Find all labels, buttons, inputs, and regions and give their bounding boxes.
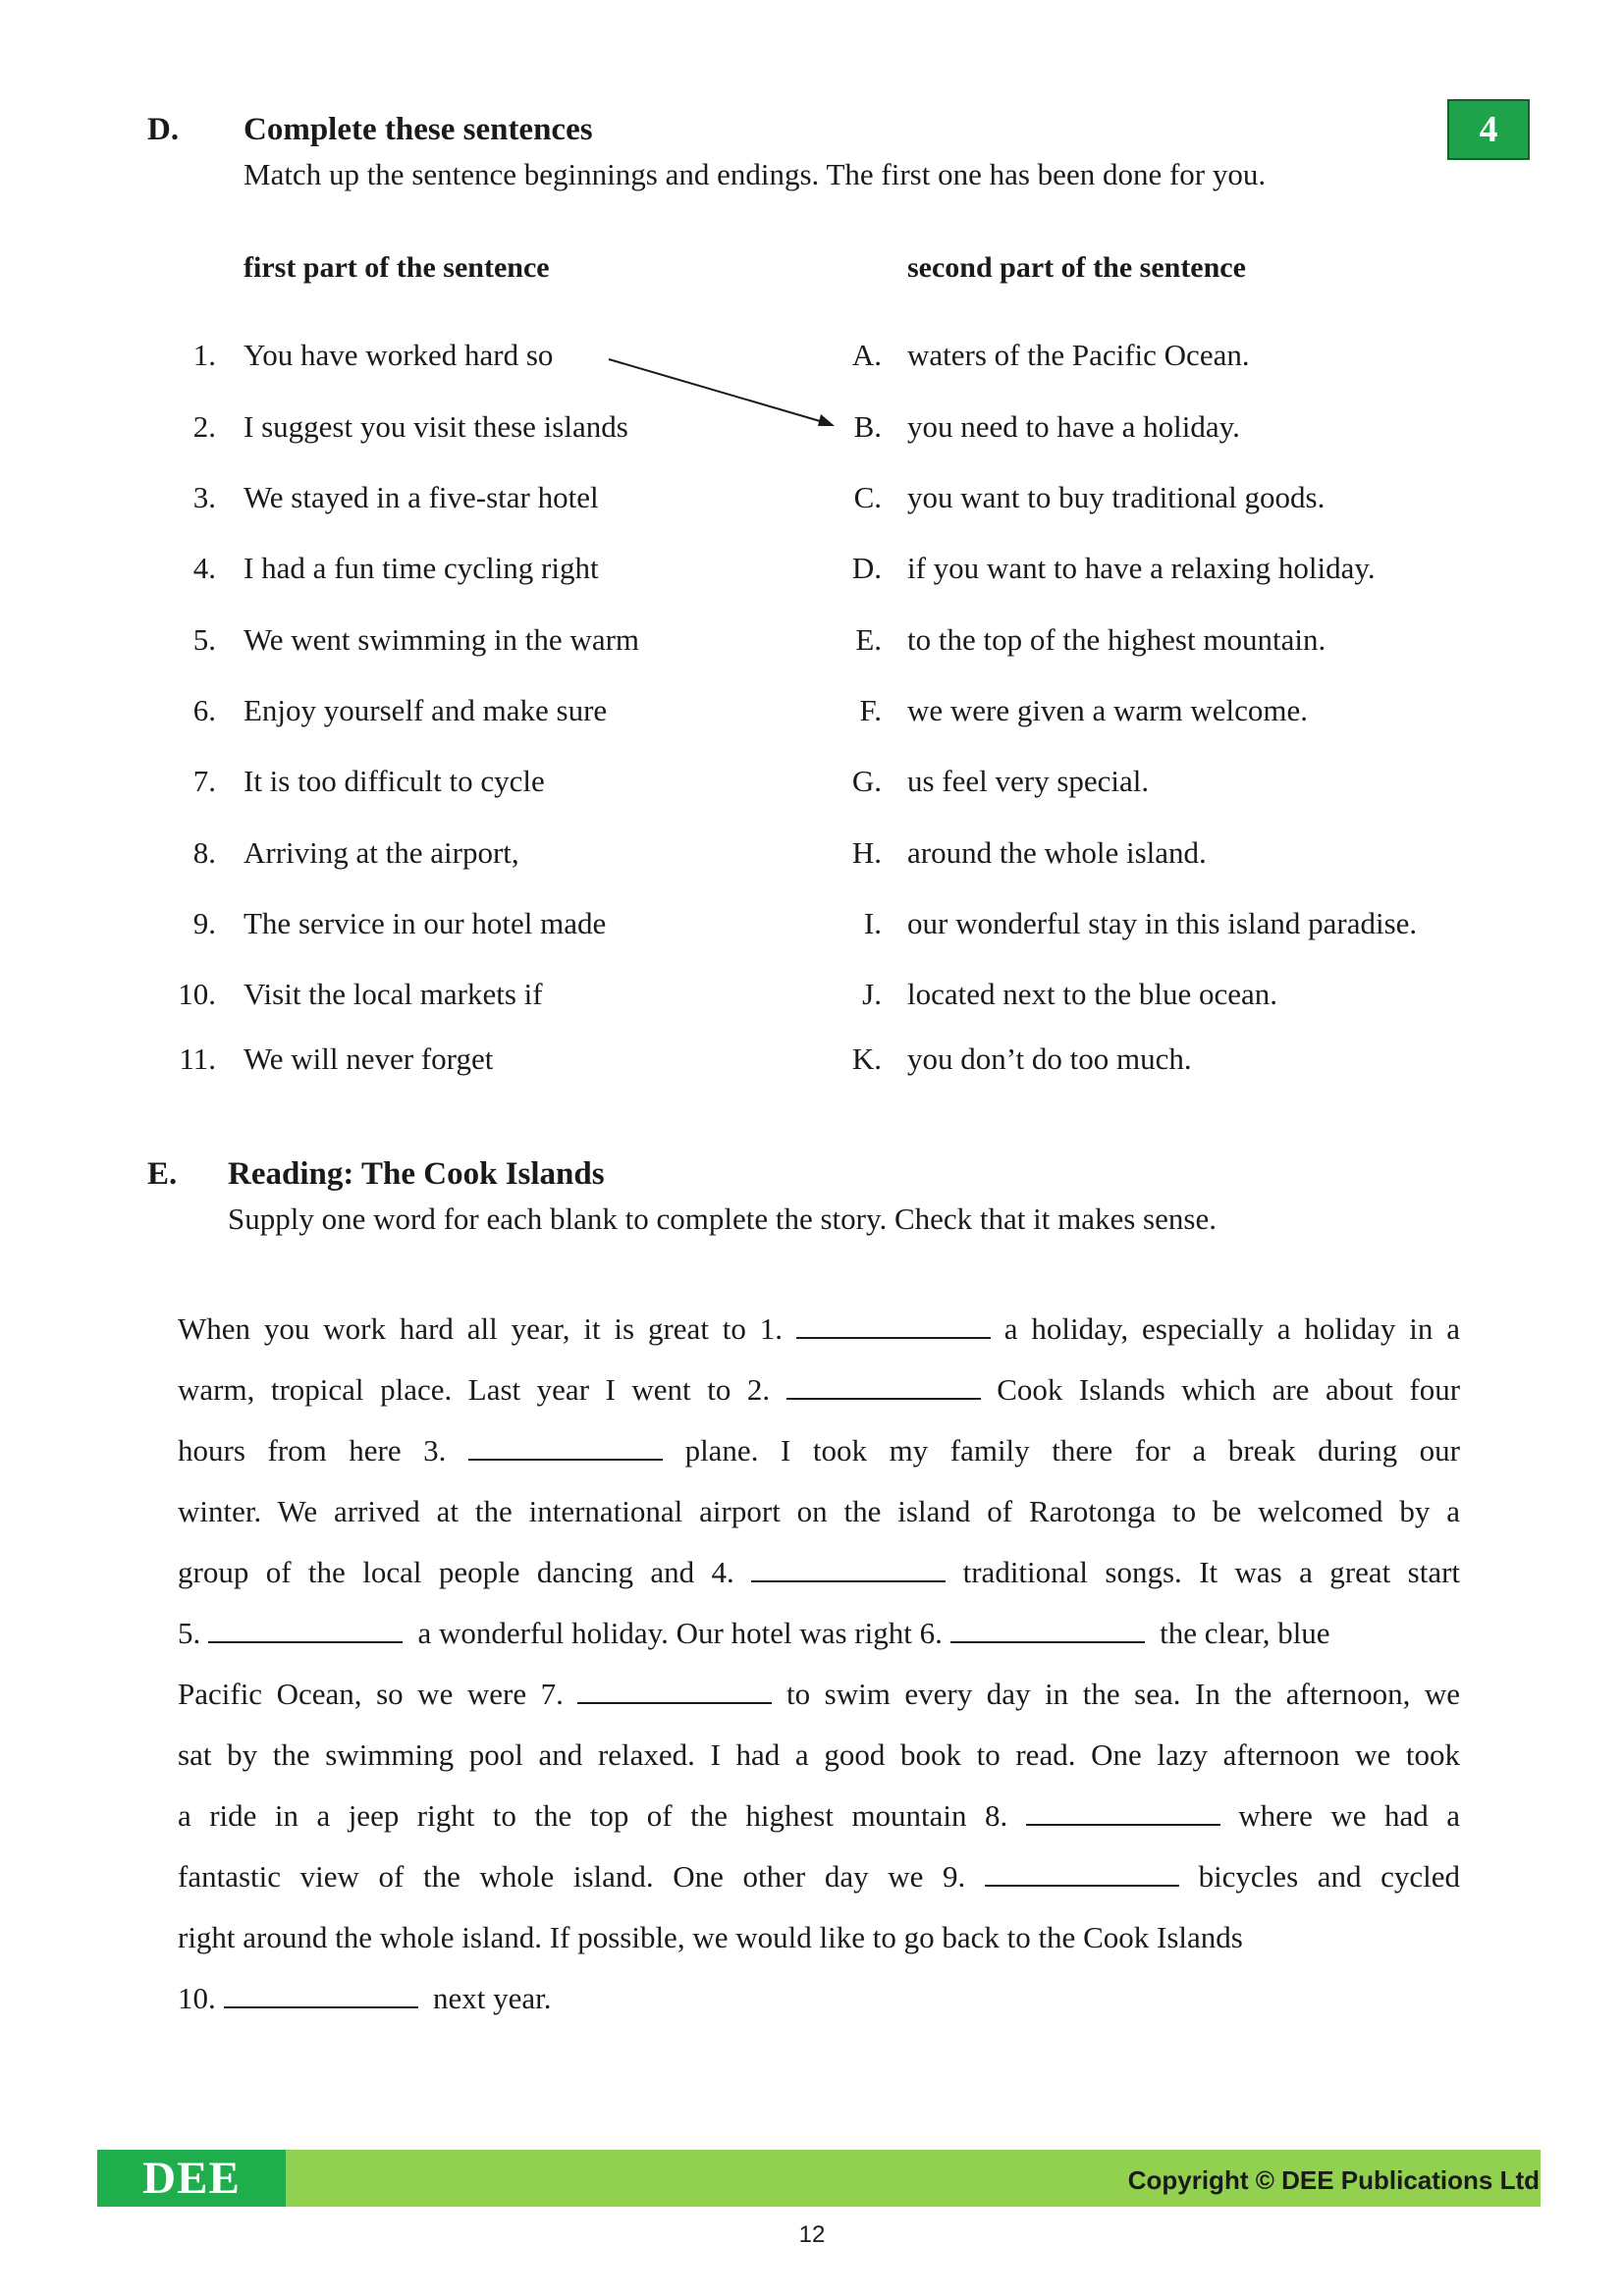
row-letter: G.: [851, 764, 882, 798]
second-part-text: you need to have a holiday.: [907, 409, 1240, 444]
row-letter: I.: [863, 906, 882, 940]
row-letter: C.: [853, 480, 882, 514]
second-part-text: we were given a warm welcome.: [907, 693, 1308, 727]
first-part-text: It is too difficult to cycle: [244, 764, 545, 798]
page-number: 12: [798, 2221, 826, 2248]
page-badge: 4: [1447, 99, 1530, 160]
first-part-text: The service in our hotel made: [244, 906, 607, 940]
first-part-text: We went swimming in the warm: [244, 622, 640, 657]
story-line: [178, 1794, 1460, 1838]
story-text: 10.: [178, 1981, 216, 2015]
story-text: where we had a: [1238, 1798, 1460, 1833]
second-part-text: us feel very special.: [907, 764, 1150, 798]
answer-blank-7[interactable]: [577, 1679, 772, 1704]
row-letter: D.: [851, 551, 882, 585]
row-letter: H.: [851, 835, 882, 870]
section-d-instruction: Match up the sentence beginnings and endings. The first one has been done for you.: [244, 157, 1267, 191]
row-number: 9.: [192, 906, 216, 940]
second-part-text: our wonderful stay in this island paradise.: [907, 906, 1418, 940]
first-part-text: We stayed in a five-star hotel: [244, 480, 599, 514]
story-text: bicycles and cycled: [1198, 1859, 1461, 1894]
story-line: [178, 1977, 1460, 2020]
story-text: to swim every day in the sea. In the afternoon, we: [786, 1677, 1461, 1711]
story-text: 5.: [178, 1616, 201, 1650]
section-d-letter: D.: [147, 112, 180, 147]
section-e-letter: E.: [147, 1156, 178, 1192]
section-e-instruction: Supply one word for each blank to complete the story. Check that it makes sense.: [228, 1201, 1217, 1236]
first-part-text: I had a fun time cycling right: [244, 551, 599, 585]
story-text: warm, tropical place. Last year I went to 2.: [178, 1372, 771, 1407]
story-text: the clear, blue: [1160, 1616, 1330, 1650]
second-part-header: second part of the sentence: [907, 251, 1246, 284]
story-text: hours from here 3.: [178, 1433, 447, 1468]
row-number: 5.: [192, 622, 216, 657]
section-e-title: Reading: The Cook Islands: [228, 1156, 605, 1192]
story-line: right around the whole island. If possible, we would like to go back to the Cook Islands: [178, 1920, 1243, 1954]
second-part-text: if you want to have a relaxing holiday.: [907, 551, 1376, 585]
answer-blank-2[interactable]: [786, 1374, 981, 1400]
story-line: [178, 1429, 1460, 1472]
row-letter: E.: [855, 622, 882, 657]
story-text: plane. I took my family there for a break during our: [684, 1433, 1460, 1468]
row-letter: F.: [859, 693, 882, 727]
answer-blank-3[interactable]: [468, 1435, 663, 1461]
story-text: a holiday, especially a holiday in a: [1003, 1311, 1461, 1346]
answer-blank-6[interactable]: [950, 1618, 1145, 1643]
second-part-text: waters of the Pacific Ocean.: [907, 338, 1250, 372]
section-d-title: Complete these sentences: [244, 112, 593, 147]
row-letter: A.: [851, 338, 882, 372]
publisher-logo: DEE: [97, 2150, 286, 2207]
second-part-text: to the top of the highest mountain.: [907, 622, 1326, 657]
first-part-text: We will never forget: [244, 1041, 494, 1076]
row-number: 7.: [192, 764, 216, 798]
story-text: group of the local people dancing and 4.: [178, 1555, 734, 1589]
story-text: fantastic view of the whole island. One other day we 9.: [178, 1859, 966, 1894]
first-part-text: You have worked hard so: [244, 338, 554, 372]
answer-blank-10[interactable]: [224, 1983, 418, 2008]
row-letter: K.: [851, 1041, 882, 1076]
story-text: a wonderful holiday. Our hotel was right 6.: [417, 1616, 943, 1650]
row-number: 11.: [179, 1041, 216, 1076]
story-text: Cook Islands which are about four: [997, 1372, 1461, 1407]
story-line: winter. We arrived at the international airport on the island of Rarotonga to be welcomed by a: [178, 1494, 1460, 1528]
answer-blank-9[interactable]: [985, 1861, 1179, 1887]
story-text: next year.: [433, 1981, 552, 2015]
second-part-text: you don’t do too much.: [907, 1041, 1192, 1076]
story-line: [178, 1673, 1460, 1716]
story-line: [178, 1551, 1460, 1594]
second-part-text: located next to the blue ocean.: [907, 977, 1278, 1011]
row-number: 2.: [192, 409, 216, 444]
row-letter: B.: [853, 409, 882, 444]
second-part-text: you want to buy traditional goods.: [907, 480, 1326, 514]
first-part-header: first part of the sentence: [244, 251, 550, 284]
copyright-notice: Copyright © DEE Publications Ltd: [1127, 2165, 1540, 2195]
story-line: [178, 1855, 1460, 1898]
answer-blank-1[interactable]: [796, 1313, 991, 1339]
story-line: [178, 1612, 1415, 1655]
answer-blank-8[interactable]: [1026, 1800, 1220, 1826]
row-number: 10.: [178, 977, 216, 1011]
story-line: [178, 1308, 1460, 1351]
first-part-text: Enjoy yourself and make sure: [244, 693, 608, 727]
row-number: 4.: [192, 551, 216, 585]
row-number: 1.: [192, 338, 216, 372]
story-text: traditional songs. It was a great start: [962, 1555, 1461, 1589]
story-text: Pacific Ocean, so we were 7.: [178, 1677, 564, 1711]
story-line: [178, 1368, 1460, 1412]
first-part-text: Arriving at the airport,: [244, 835, 519, 870]
story-line: sat by the swimming pool and relaxed. I had a good book to read. One lazy afternoon we took: [178, 1737, 1460, 1772]
first-part-text: Visit the local markets if: [244, 977, 543, 1011]
story-text: a ride in a jeep right to the top of the highest mountain 8.: [178, 1798, 1008, 1833]
row-number: 3.: [192, 480, 216, 514]
answer-blank-5[interactable]: [208, 1618, 403, 1643]
second-part-text: around the whole island.: [907, 835, 1207, 870]
answer-blank-4[interactable]: [751, 1557, 946, 1582]
row-number: 6.: [192, 693, 216, 727]
row-letter: J.: [862, 977, 882, 1011]
first-part-text: I suggest you visit these islands: [244, 409, 628, 444]
story-text: When you work hard all year, it is great to 1.: [178, 1311, 784, 1346]
row-number: 8.: [192, 835, 216, 870]
